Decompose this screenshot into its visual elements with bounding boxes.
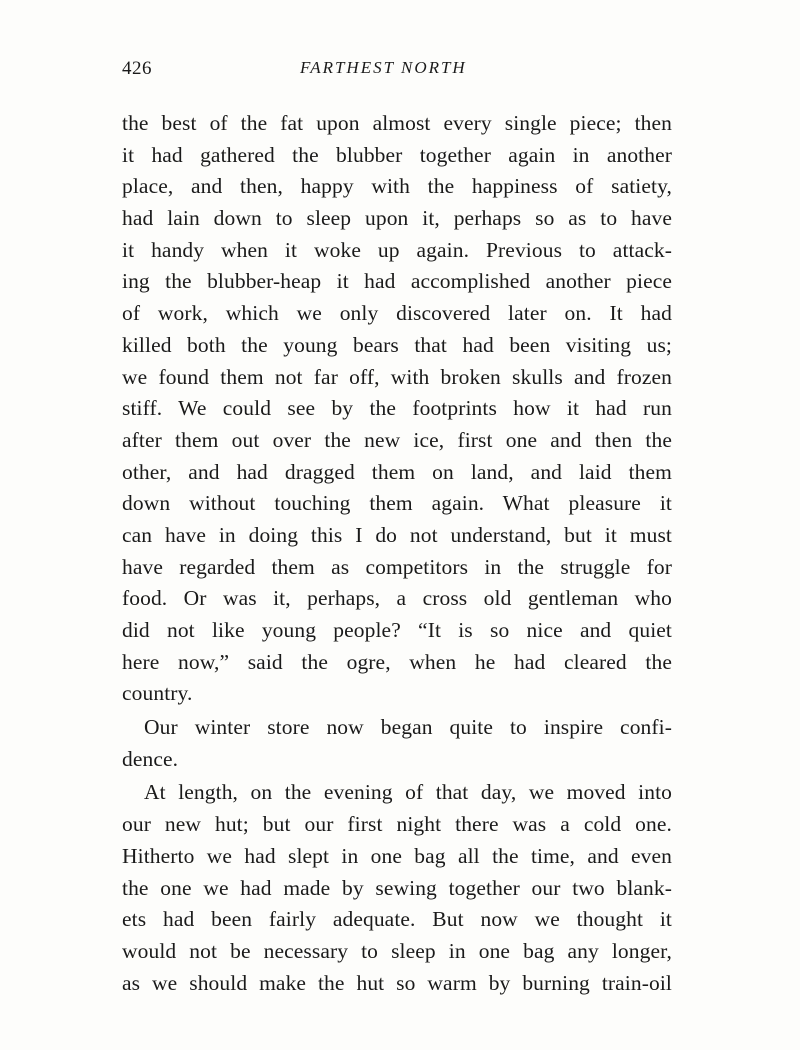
text-line: Hitherto we had slept in one bag all the time, and even <box>122 843 672 868</box>
text-line: stiff. We could see by the footprints how it had run <box>122 396 672 421</box>
text-line: place, and then, happy with the happiness of satiety, <box>122 174 672 199</box>
text-line: the one we had made by sewing together our two blank- <box>122 875 672 900</box>
text-line: food. Or was it, perhaps, a cross old gentleman who <box>122 586 672 611</box>
text-line: At length, on the evening of that day, we moved into <box>144 780 672 805</box>
text-line: would not be necessary to sleep in one bag any longer, <box>122 938 672 963</box>
text-line: it handy when it woke up again. Previous to attack- <box>122 237 672 262</box>
text-line: after them out over the new ice, first one and then the <box>122 427 672 452</box>
text-line: the best of the fat upon almost every single piece; then <box>122 111 672 135</box>
text-line: have regarded them as competitors in the struggle for <box>122 554 672 579</box>
text-line: as we should make the hut so warm by burning train-oil <box>122 970 672 995</box>
text-line: ing the blubber-heap it had accomplished another piece <box>122 269 672 294</box>
running-head <box>122 58 672 88</box>
text-line: ets had been fairly adequate. But now we thought it <box>122 907 672 932</box>
text-line: had lain down to sleep upon it, perhaps so as to have <box>122 206 672 231</box>
text-line: killed both the young bears that had been visiting us; <box>122 332 672 357</box>
text-line: down without touching them again. What pleasure it <box>122 491 672 516</box>
text-line: dence. <box>122 746 179 771</box>
body-text <box>122 108 672 999</box>
text-line: did not like young people? “It is so nice and quiet <box>122 618 672 642</box>
text-line: our new hut; but our first night there was a cold one. <box>122 812 672 837</box>
page-number: 426 <box>122 58 152 79</box>
text-line: country. <box>122 681 193 706</box>
text-line: it had gathered the blubber together again in another <box>122 142 672 167</box>
text-line: we found them not far off, with broken skulls and frozen <box>122 364 672 389</box>
text-line: Our winter store now began quite to inspire confi- <box>144 715 672 740</box>
text-line: other, and had dragged them on land, and laid them <box>122 459 672 484</box>
running-title: FARTHEST NORTH <box>300 58 467 77</box>
text-line: can have in doing this I do not understand, but it must <box>122 522 672 547</box>
text-line: here now,” said the ogre, when he had cleared the <box>122 649 672 674</box>
text-line: of work, which we only discovered later on. It had <box>122 301 672 326</box>
